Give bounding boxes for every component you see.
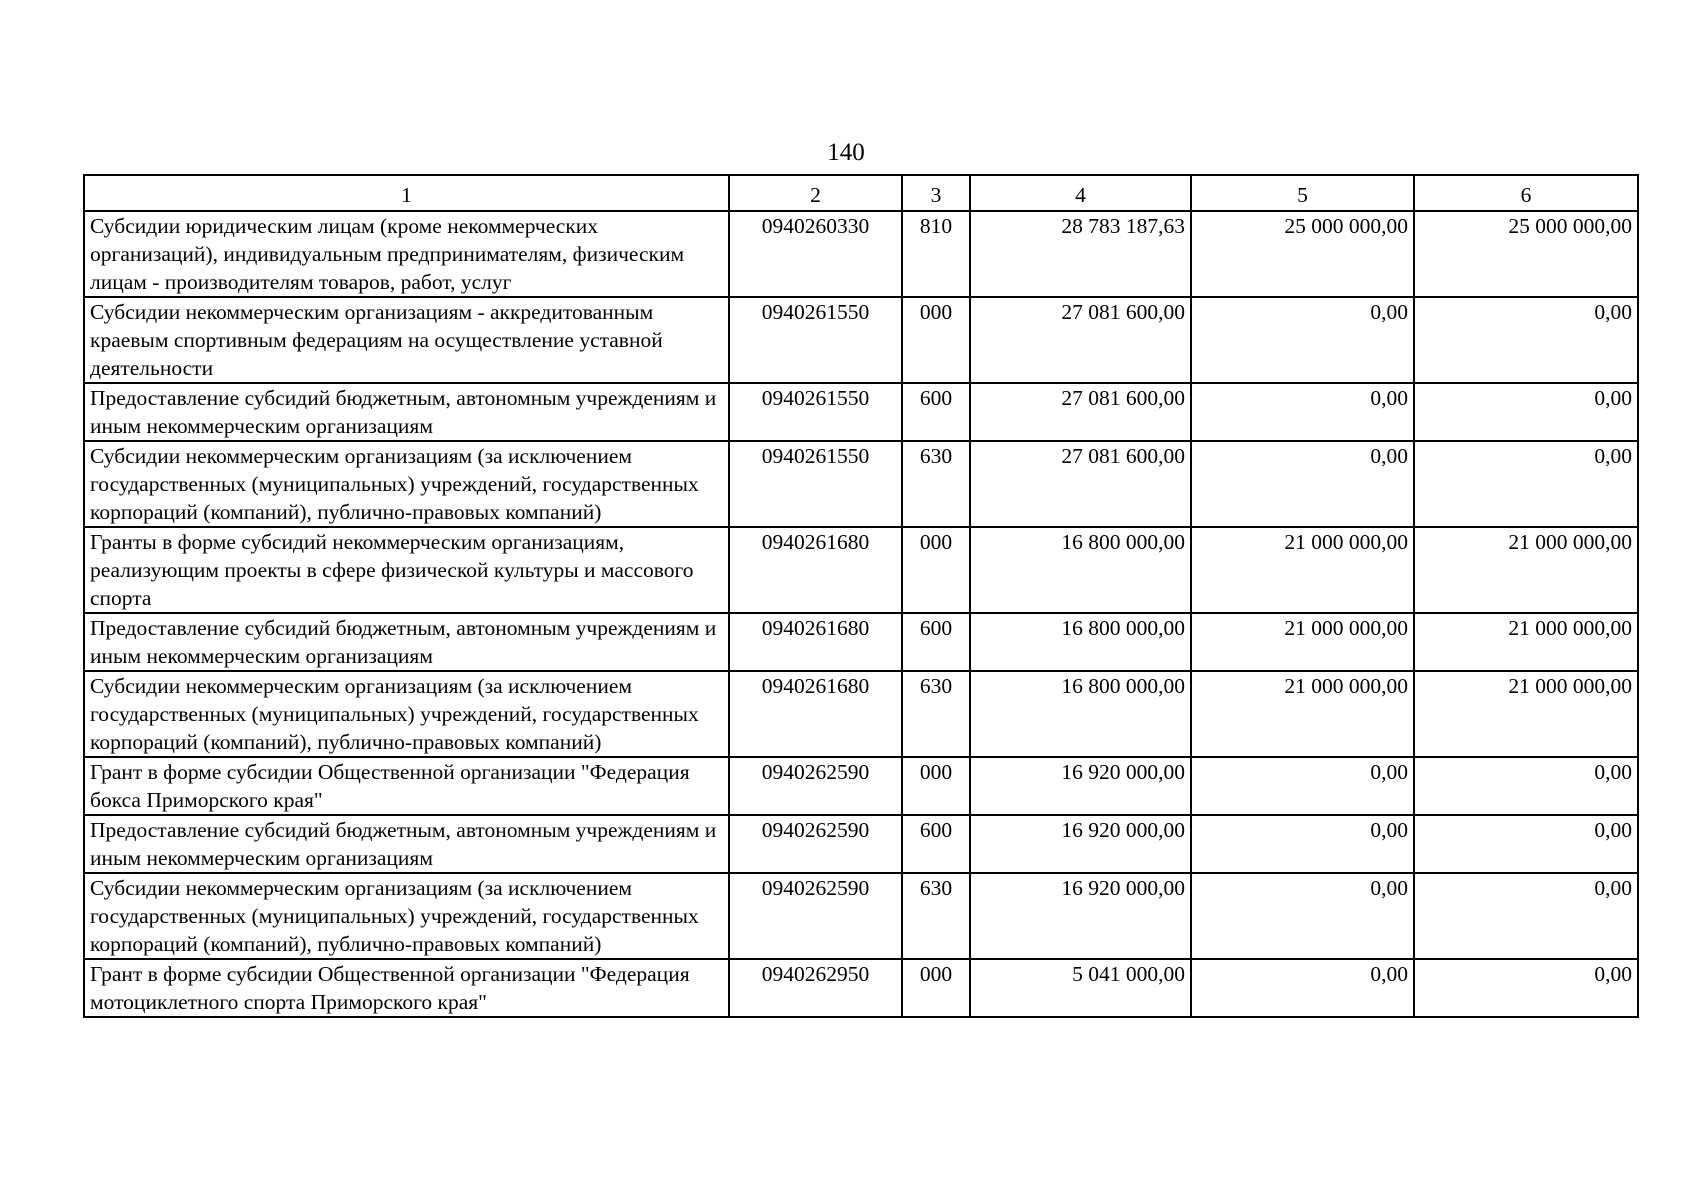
- row-value-col5: 0,00: [1191, 757, 1414, 815]
- row-code: 0940262590: [729, 757, 902, 815]
- table-row: [84, 757, 1638, 815]
- row-value-col4: 16 800 000,00: [970, 527, 1191, 613]
- row-name: Субсидии некоммерческим организациям (за исключением государственных (муниципальных) учреждений, государственных корпораций (компаний), публично-правовых компаний): [84, 441, 729, 527]
- row-value-col4: 16 800 000,00: [970, 613, 1191, 671]
- row-value-col4: 27 081 600,00: [970, 441, 1191, 527]
- header-col-4: 4: [970, 175, 1191, 211]
- row-value-col5: 0,00: [1191, 383, 1414, 441]
- row-expense-type: 630: [902, 441, 970, 527]
- row-value-col4: 28 783 187,63: [970, 211, 1191, 297]
- row-value-col5: 0,00: [1191, 959, 1414, 1017]
- row-value-col4: 16 920 000,00: [970, 757, 1191, 815]
- header-col-5: 5: [1191, 175, 1414, 211]
- table-row: [84, 297, 1638, 383]
- row-name: Предоставление субсидий бюджетным, автономным учреждениям и иным некоммерческим организациям: [84, 613, 729, 671]
- row-value-col4: 27 081 600,00: [970, 383, 1191, 441]
- row-name: Субсидии некоммерческим организациям (за исключением государственных (муниципальных) учреждений, государственных корпораций (компаний), публично-правовых компаний): [84, 873, 729, 959]
- row-value-col6: 0,00: [1414, 959, 1638, 1017]
- row-code: 0940262590: [729, 873, 902, 959]
- row-value-col6: 0,00: [1414, 383, 1638, 441]
- row-code: 0940260330: [729, 211, 902, 297]
- table-row: [84, 527, 1638, 613]
- row-value-col5: 21 000 000,00: [1191, 613, 1414, 671]
- table-row: [84, 959, 1638, 1017]
- row-value-col6: 21 000 000,00: [1414, 527, 1638, 613]
- row-value-col5: 21 000 000,00: [1191, 671, 1414, 757]
- row-value-col4: 27 081 600,00: [970, 297, 1191, 383]
- row-expense-type: 630: [902, 873, 970, 959]
- table-row: [84, 873, 1638, 959]
- table-header: [84, 175, 1638, 211]
- row-expense-type: 600: [902, 613, 970, 671]
- row-code: 0940261550: [729, 383, 902, 441]
- row-name: Субсидии юридическим лицам (кроме некоммерческих организаций), индивидуальным предпринимателям, физическим лицам - производителям товаров, работ, услуг: [84, 211, 729, 297]
- table-row: [84, 211, 1638, 297]
- row-value-col6: 0,00: [1414, 441, 1638, 527]
- table-row: [84, 383, 1638, 441]
- row-value-col6: 0,00: [1414, 297, 1638, 383]
- row-expense-type: 000: [902, 757, 970, 815]
- row-code: 0940261680: [729, 671, 902, 757]
- row-value-col5: 0,00: [1191, 297, 1414, 383]
- row-expense-type: 630: [902, 671, 970, 757]
- header-col-2: 2: [729, 175, 902, 211]
- budget-table: [83, 174, 1639, 1018]
- row-expense-type: 000: [902, 959, 970, 1017]
- row-expense-type: 600: [902, 383, 970, 441]
- row-expense-type: 000: [902, 297, 970, 383]
- table-row: [84, 815, 1638, 873]
- row-name: Субсидии некоммерческим организациям - аккредитованным краевым спортивным федерациям на осуществление уставной деятельности: [84, 297, 729, 383]
- page-number-text: 140: [827, 139, 865, 166]
- row-value-col6: 0,00: [1414, 873, 1638, 959]
- row-value-col5: 0,00: [1191, 815, 1414, 873]
- row-value-col4: 16 920 000,00: [970, 873, 1191, 959]
- row-expense-type: 000: [902, 527, 970, 613]
- row-value-col5: 21 000 000,00: [1191, 527, 1414, 613]
- row-value-col6: 25 000 000,00: [1414, 211, 1638, 297]
- row-name: Грант в форме субсидии Общественной организации "Федерация мотоциклетного спорта Приморского края": [84, 959, 729, 1017]
- row-code: 0940261550: [729, 297, 902, 383]
- header-row: [84, 175, 1638, 211]
- row-value-col4: 16 800 000,00: [970, 671, 1191, 757]
- row-name: Грант в форме субсидии Общественной организации "Федерация бокса Приморского края": [84, 757, 729, 815]
- row-code: 0940261680: [729, 613, 902, 671]
- header-col-6: 6: [1414, 175, 1638, 211]
- row-code: 0940261550: [729, 441, 902, 527]
- row-value-col6: 21 000 000,00: [1414, 671, 1638, 757]
- row-name: Субсидии некоммерческим организациям (за исключением государственных (муниципальных) учреждений, государственных корпораций (компаний), публично-правовых компаний): [84, 671, 729, 757]
- row-code: 0940262950: [729, 959, 902, 1017]
- header-col-1: 1: [84, 175, 729, 211]
- row-code: 0940262590: [729, 815, 902, 873]
- row-name: Предоставление субсидий бюджетным, автономным учреждениям и иным некоммерческим организациям: [84, 383, 729, 441]
- row-expense-type: 810: [902, 211, 970, 297]
- row-value-col4: 5 041 000,00: [970, 959, 1191, 1017]
- table-row: [84, 671, 1638, 757]
- row-code: 0940261680: [729, 527, 902, 613]
- table-body: [84, 211, 1638, 1017]
- row-value-col5: 0,00: [1191, 873, 1414, 959]
- row-name: Гранты в форме субсидий некоммерческим организациям, реализующим проекты в сфере физической культуры и массового спорта: [84, 527, 729, 613]
- row-value-col5: 25 000 000,00: [1191, 211, 1414, 297]
- row-value-col6: 0,00: [1414, 757, 1638, 815]
- row-value-col4: 16 920 000,00: [970, 815, 1191, 873]
- page-number: [0, 138, 1692, 168]
- row-expense-type: 600: [902, 815, 970, 873]
- row-value-col6: 0,00: [1414, 815, 1638, 873]
- table-row: [84, 613, 1638, 671]
- table-row: [84, 441, 1638, 527]
- header-col-3: 3: [902, 175, 970, 211]
- row-value-col5: 0,00: [1191, 441, 1414, 527]
- row-name: Предоставление субсидий бюджетным, автономным учреждениям и иным некоммерческим организациям: [84, 815, 729, 873]
- row-value-col6: 21 000 000,00: [1414, 613, 1638, 671]
